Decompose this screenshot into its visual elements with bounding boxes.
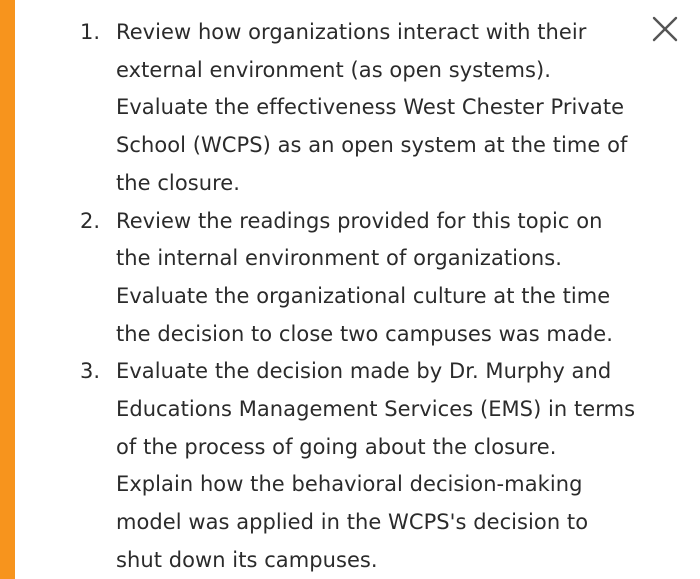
question-text: Review how organizations interact with their external environment (as open systems). Evaluate the effectiveness West Chester Private School (WCPS) as an open system at the time of the closure. xyxy=(116,20,628,195)
question-item-3 xyxy=(80,353,640,579)
question-text: Review the readings provided for this topic on the internal environment of organizations. Evaluate the organizational culture at the time the decision to close two campuses was made. xyxy=(116,208,613,346)
question-number: 3. xyxy=(80,359,101,384)
question-number: 2. xyxy=(80,208,101,233)
close-icon xyxy=(650,14,680,44)
accent-bar xyxy=(0,0,15,579)
close-button[interactable] xyxy=(650,14,680,44)
question-item-2 xyxy=(80,203,640,354)
question-number: 1. xyxy=(80,20,101,44)
question-text: Evaluate the decision made by Dr. Murphy and Educations Management Services (EMS) in terms of the process of going about the closure. Explain how the behavioral decision-making model was applied in the WCPS's decision to shut down its campuses. xyxy=(116,359,636,572)
question-item-1 xyxy=(80,14,640,203)
question-list xyxy=(80,14,640,579)
